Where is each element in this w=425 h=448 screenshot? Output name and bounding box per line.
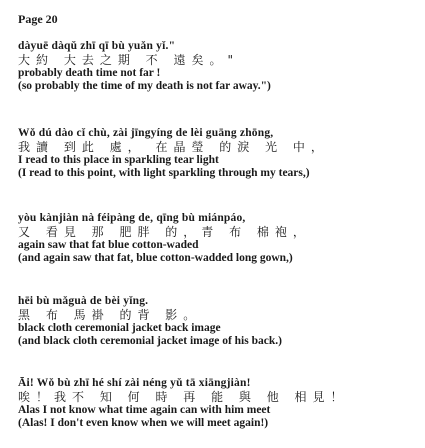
passage-block-4: [18, 295, 418, 348]
translation-line: (so probably the time of my death is not far away."): [18, 80, 271, 92]
translation-line: (Alas! I don't even know when we will meet again!): [18, 417, 269, 429]
gloss-line: I read to this place in sparkling tear light: [18, 154, 219, 166]
pinyin-line: dàyuē dàqǔ zhī qī bù yuǎn yǐ.": [18, 40, 176, 52]
chinese-line: 唉！我不 知 何 時 再 能 與 他 相見！: [18, 390, 349, 404]
gloss-line: probably death time not far !: [18, 67, 161, 79]
chinese-line: 大約 大去之期 不 遠矣。": [18, 53, 239, 67]
gloss-line: black cloth ceremonial jacket back image: [18, 322, 221, 334]
translation-line: (and again saw that fat, blue cotton-wadded long gown,): [18, 252, 293, 264]
chinese-line: 又 看見 那 肥胖 的，青 布 棉袍，: [18, 225, 311, 239]
passage-block-5: [18, 377, 418, 430]
chinese-line: 我讀 到此 處， 在晶瑩 的淚 光 中，: [18, 140, 329, 154]
translation-line: (I read to this point, with light sparkling through my tears,): [18, 167, 310, 179]
gloss-line: again saw that fat blue cotton-waded: [18, 239, 199, 251]
passage-block-2: [18, 127, 418, 180]
pinyin-line: Āi! Wǒ bù zhī hé shí zài néng yǔ tā xiāngjiàn!: [18, 377, 251, 389]
pinyin-line: hēi bù mǎguà de bèi yǐng.: [18, 295, 149, 307]
pinyin-line: yòu kànjiàn nà féipàng de, qīng bù miánpáo,: [18, 212, 246, 224]
page-number: Page 20: [18, 12, 58, 26]
chinese-line: 黑 布 馬褂 的背 影。: [18, 308, 202, 322]
gloss-line: Alas I not know what time again can with him meet: [18, 404, 271, 416]
passage-block-1: [18, 40, 418, 93]
pinyin-line: Wǒ dú dào cǐ chù, zài jīngyíng de lèi guāng zhōng,: [18, 127, 274, 139]
translation-line: (and black cloth ceremonial jacket image of his back.): [18, 335, 282, 347]
passage-block-3: [18, 212, 418, 265]
